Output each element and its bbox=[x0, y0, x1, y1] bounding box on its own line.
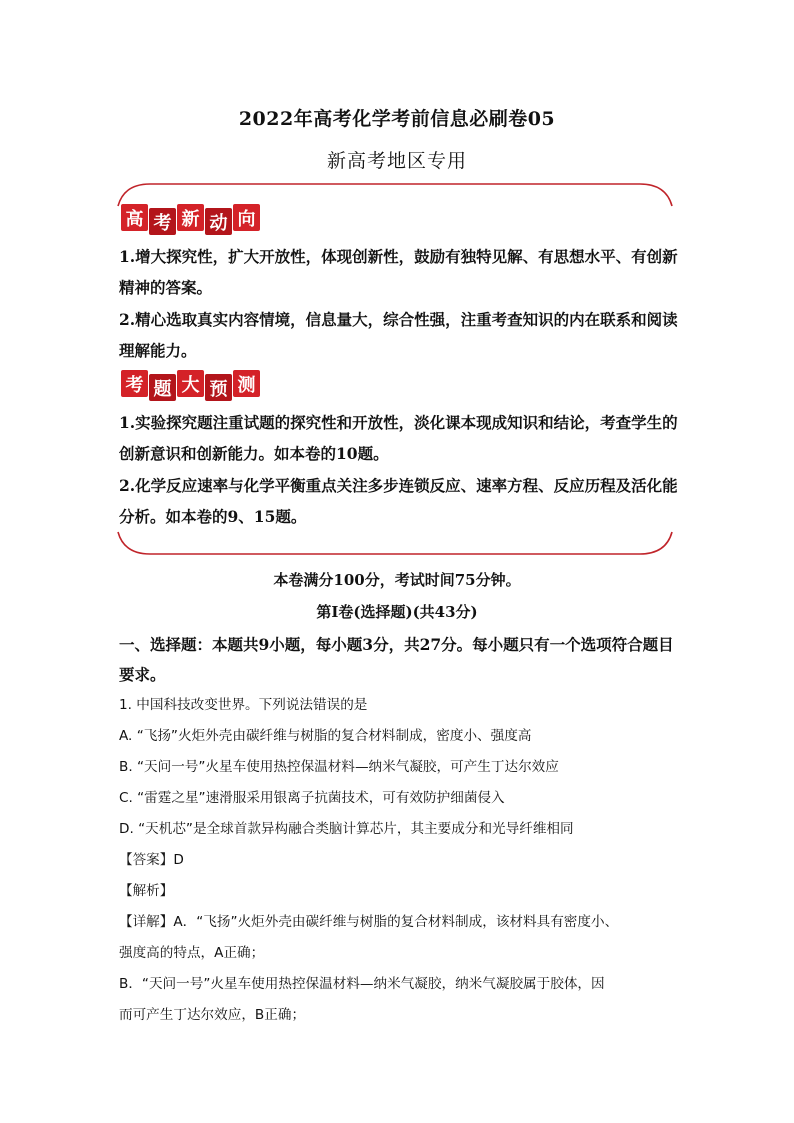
forecast-char: 测 bbox=[233, 370, 260, 397]
detail-line: 【详解】A．“飞扬”火炬外壳由碳纤维与树脂的复合材料制成，该材料具有密度小、 bbox=[119, 914, 619, 930]
detail-line: 而可产生丁达尔效应，B正确； bbox=[119, 1007, 306, 1023]
trend-badge bbox=[121, 204, 260, 235]
page-title: 2022年高考化学考前信息必刷卷05 bbox=[238, 108, 556, 130]
forecast-char: 预 bbox=[205, 374, 232, 401]
page-subtitle: 新高考地区专用 bbox=[326, 150, 467, 172]
answer-label: 【答案】 bbox=[119, 852, 174, 868]
section-heading: 一、选择题：本题共9小题，每小题3分，共27分。每小题只有一个选项符合题目要求。 bbox=[119, 635, 674, 684]
forecast-badge bbox=[121, 370, 260, 401]
answer-line bbox=[119, 851, 699, 869]
trend-char: 向 bbox=[233, 204, 260, 231]
trend-char: 新 bbox=[177, 204, 204, 231]
part-one-heading: 第I卷(选择题)(共43分) bbox=[316, 603, 478, 621]
trend-item-2: 2.精心选取真实内容情境，信息量大，综合性强，注重考查知识的内在联系和阅读理解能力。 bbox=[119, 310, 678, 360]
trend-char: 考 bbox=[149, 208, 176, 235]
forecast-char: 考 bbox=[121, 370, 148, 397]
score-time-info: 本卷满分100分，考试时间75分钟。 bbox=[273, 571, 521, 589]
answer-value: D bbox=[173, 852, 184, 868]
forecast-char: 题 bbox=[149, 374, 176, 401]
option-b: B. “天问一号”火星车使用热控保温材料—纳米气凝胶，可产生丁达尔效应 bbox=[119, 759, 559, 775]
trend-char: 高 bbox=[121, 204, 148, 231]
forecast-char: 大 bbox=[177, 370, 204, 397]
question-stem: 1. 中国科技改变世界。下列说法错误的是 bbox=[119, 697, 368, 713]
trend-char: 动 bbox=[205, 208, 232, 235]
forecast-item-1: 1.实验探究题注重试题的探究性和开放性，淡化课本现成知识和结论，考查学生的创新意识和创新能力。如本卷的10题。 bbox=[119, 413, 678, 463]
forecast-item-2: 2.化学反应速率与化学平衡重点关注多步连锁反应、速率方程、反应历程及活化能分析。如本卷的9、15题。 bbox=[119, 476, 678, 526]
option-a: A. “飞扬”火炬外壳由碳纤维与树脂的复合材料制成，密度小、强度高 bbox=[119, 728, 532, 744]
detail-line: 强度高的特点，A正确； bbox=[119, 945, 265, 961]
frame-bottom-arc bbox=[110, 530, 680, 558]
option-c: C. “雷霆之星”速滑服采用银离子抗菌技术，可有效防护细菌侵入 bbox=[119, 790, 505, 806]
trend-item-1: 1.增大探究性，扩大开放性，体现创新性，鼓励有独特见解、有思想水平、有创新精神的答案。 bbox=[119, 247, 678, 297]
option-d: D. “天机芯”是全球首款异构融合类脑计算芯片，其主要成分和光导纤维相同 bbox=[119, 821, 574, 837]
analysis-label: 【解析】 bbox=[119, 883, 174, 899]
detail-line: B．“天问一号”火星车使用热控保温材料—纳米气凝胶，纳米气凝胶属于胶体，因 bbox=[119, 976, 605, 992]
